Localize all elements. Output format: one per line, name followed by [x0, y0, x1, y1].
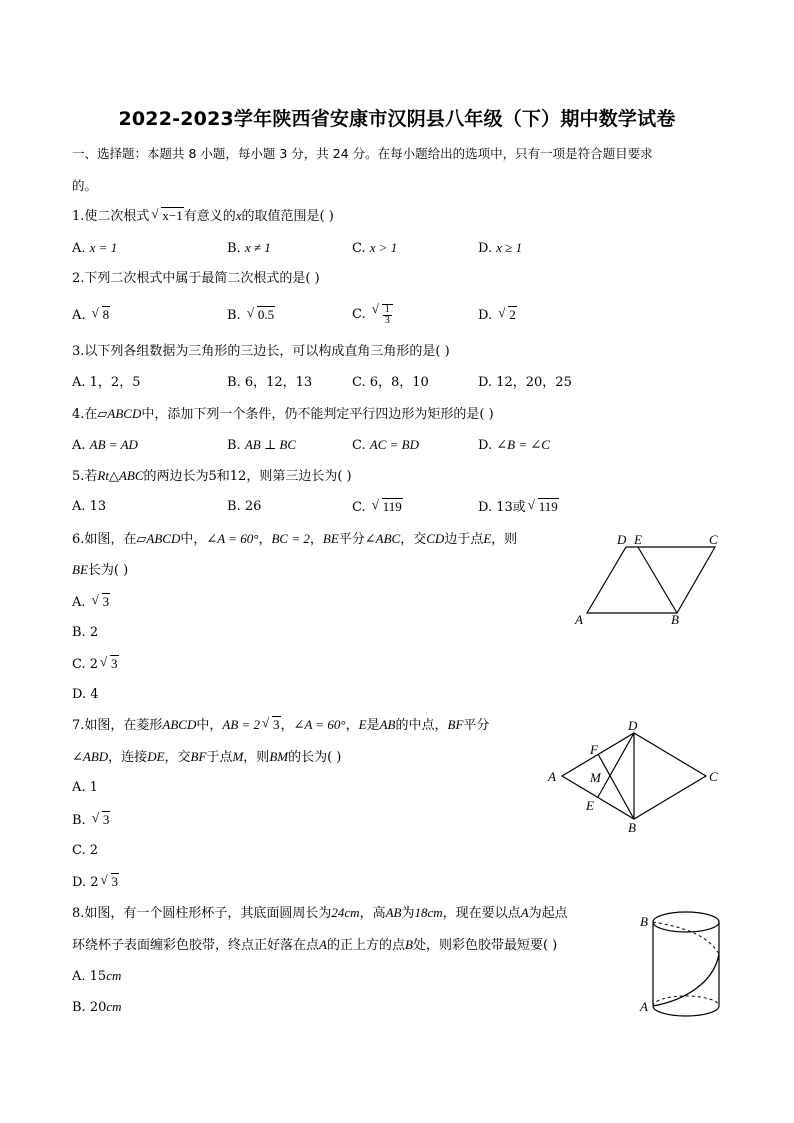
- q6-parallelogram-figure: [570, 528, 730, 628]
- q5-option-a[interactable]: A. 13: [72, 499, 107, 514]
- q2-option-a[interactable]: A. √ 8: [72, 306, 110, 325]
- question-5-stem: 5.若Rt△ABC的两边长为5和12，则第三边长为( ): [72, 468, 352, 484]
- q2-option-b[interactable]: B. √ 0.5: [227, 306, 275, 325]
- label-a: A: [548, 769, 556, 784]
- label-e: E: [634, 532, 642, 547]
- question-4-stem: 4.在▱ABCD中，添加下列一个条件，仍不能判定平行四边形为矩形的是( ): [72, 406, 494, 422]
- label-b: B: [628, 820, 636, 835]
- q4-option-d[interactable]: D. ∠B = ∠C: [478, 437, 550, 453]
- q7-option-b[interactable]: B. √ 3: [72, 811, 110, 830]
- q2-option-c[interactable]: C. √ $\frac{1}{3}$: [352, 302, 393, 326]
- question-7-stem-line1: 7.如图，在菱形ABCD中，AB = 2√ 3，∠A = 60°，E是AB的中点，BF平分: [72, 716, 489, 735]
- question-7-stem-line2: ∠ABD，连接DE，交BF于点M，则BM的长为( ): [72, 749, 342, 765]
- q4-option-b[interactable]: B. AB ⊥ BC: [227, 437, 297, 453]
- q5-option-d[interactable]: D. 13或√ 119: [478, 498, 559, 517]
- page-title: 2022-2023学年陕西省安康市汉阴县八年级（下）期中数学试卷: [118, 108, 676, 130]
- q4-option-c[interactable]: C. AC = BD: [352, 437, 419, 453]
- tape-path-visible: [653, 954, 719, 1006]
- label-b: B: [671, 612, 679, 627]
- q8-option-b[interactable]: B. 20cm: [72, 999, 122, 1015]
- q1-option-d[interactable]: D. x ≥ 1: [478, 240, 523, 256]
- q6-option-d[interactable]: D. 4: [72, 687, 99, 702]
- tape-path-hidden: [653, 922, 719, 954]
- cylinder-bottom-back: [653, 996, 719, 1006]
- label-m: M: [590, 770, 601, 785]
- question-6-stem-line2: BE长为( ): [72, 562, 129, 578]
- q7-option-d[interactable]: D. 2√ 3: [72, 873, 119, 892]
- section-heading-line1: 一、选择题：本题共 8 小题，每小题 3 分，共 24 分。在每小题给出的选项中，只有一项是符合题目要求: [72, 146, 653, 161]
- q2-option-d[interactable]: D. √ 2: [478, 306, 517, 325]
- q8-cylinder-figure: [636, 904, 736, 1029]
- cylinder-top: [653, 912, 719, 932]
- q7-option-c[interactable]: C. 2: [72, 843, 99, 858]
- question-6-stem-line1: 6.如图，在▱ABCD中，∠A = 60°，BC = 2，BE平分∠ABC，交CD边于点E，则: [72, 531, 518, 547]
- question-8-stem-line2: 环绕杯子表面缠彩色胶带，终点正好落在点A的正上方的点B处，则彩色胶带最短要( ): [72, 937, 558, 953]
- label-c: C: [709, 769, 718, 784]
- question-1-stem: 1.使二次根式√ x−1有意义的x的取值范围是( ): [72, 207, 334, 226]
- q6-option-c[interactable]: C. 2√ 3: [72, 655, 119, 674]
- q3-option-b[interactable]: B. 6，12，13: [227, 375, 313, 390]
- cylinder-bottom-front: [653, 1006, 719, 1016]
- label-a: A: [575, 612, 583, 627]
- q5-option-c[interactable]: C. √ 119: [352, 498, 403, 517]
- q3-option-d[interactable]: D. 12，20，25: [478, 375, 572, 390]
- q3-option-c[interactable]: C. 6，8，10: [352, 375, 429, 390]
- sqrt-expression: √ x−1: [151, 207, 183, 225]
- parallelogram-abcd: [587, 547, 715, 613]
- q1-option-b[interactable]: B. x ≠ 1: [227, 240, 271, 256]
- q4-option-a[interactable]: A. AB = AD: [72, 437, 138, 453]
- label-d: D: [617, 532, 627, 547]
- question-3-stem: 3.以下列各组数据为三角形的三边长，可以构成直角三角形的是( ): [72, 344, 450, 359]
- label-f: F: [590, 742, 598, 757]
- q6-option-a[interactable]: A. √ 3: [72, 593, 110, 612]
- q1-option-a[interactable]: A. x = 1: [72, 240, 118, 256]
- segment-be: [638, 547, 677, 613]
- q6-option-b[interactable]: B. 2: [72, 625, 99, 640]
- q5-option-b[interactable]: B. 26: [227, 499, 262, 514]
- label-b: B: [640, 914, 648, 929]
- label-a: A: [640, 999, 648, 1014]
- label-e: E: [586, 798, 594, 813]
- label-d: D: [628, 718, 638, 733]
- q1-option-c[interactable]: C. x > 1: [352, 240, 398, 256]
- q3-option-a[interactable]: A. 1，2，5: [72, 375, 141, 390]
- question-2-stem: 2.下列二次根式中属于最简二次根式的是( ): [72, 271, 320, 286]
- q7-rhombus-figure: [544, 718, 724, 838]
- question-8-stem-line1: 8.如图，有一个圆柱形杯子，其底面圆周长为24cm，高AB为18cm，现在要以点A为起点: [72, 905, 568, 921]
- label-c: C: [709, 532, 718, 547]
- section-heading-line2: 的。: [72, 178, 98, 193]
- q7-option-a[interactable]: A. 1: [72, 780, 98, 795]
- q8-option-a[interactable]: A. 15cm: [72, 968, 122, 984]
